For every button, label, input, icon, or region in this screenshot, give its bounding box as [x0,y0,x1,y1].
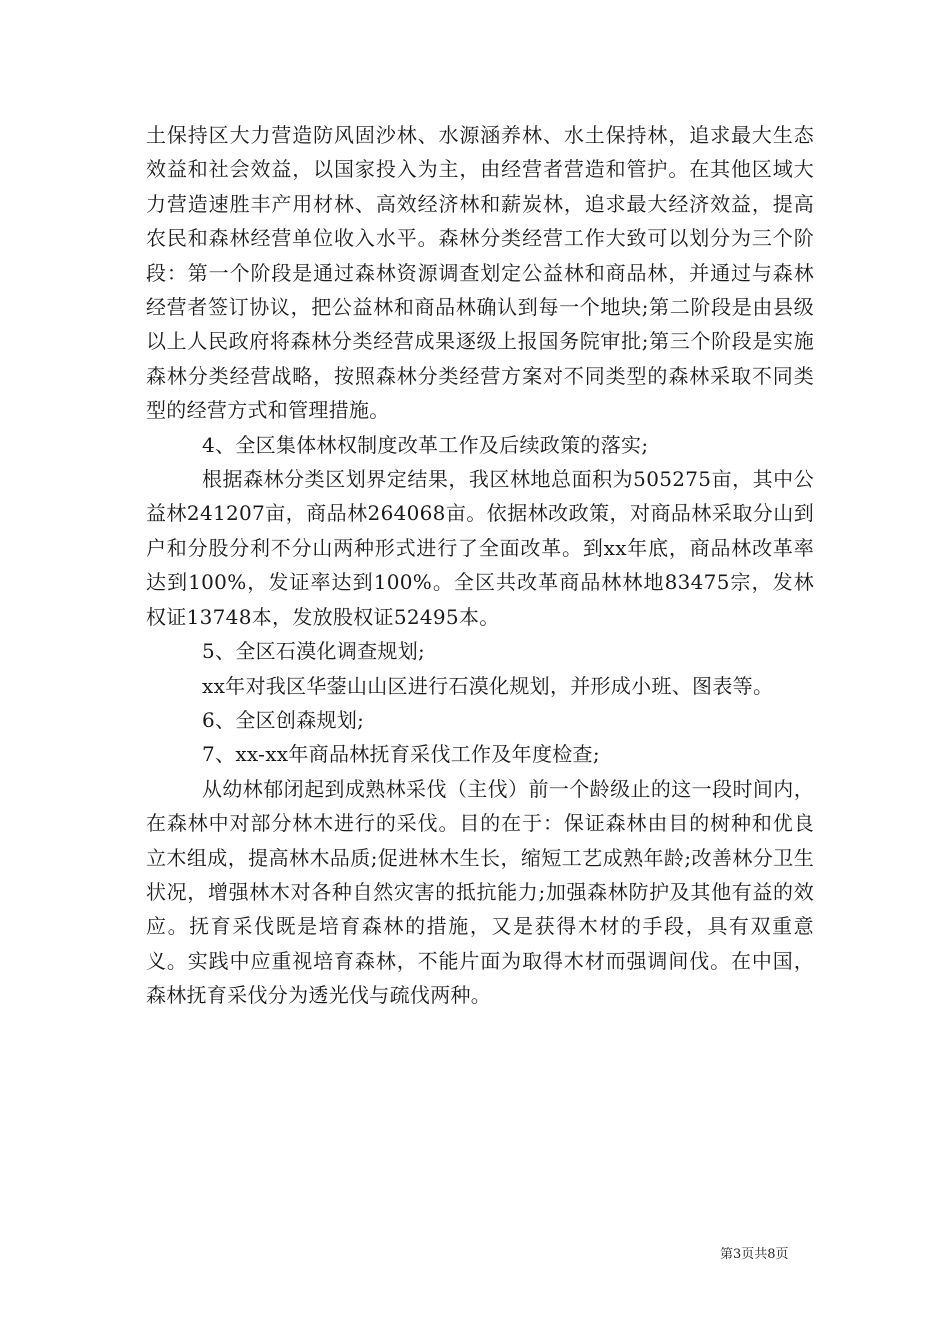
heading-item-4-collective-forest-reform: 4、全区集体林权制度改革工作及后续政策的落实; [202,432,649,457]
paragraph-forest-reform-results: 根据森林分类区划界定结果，我区林地总面积为505275亩，其中公益林241207亩，商品林264068亩。依据林改政策，对商品林采取分山到户和分股分利不分山两种形式进行了全面改革。到xx年底，商品林改革率达到100%，发证率达到100%。全区共改革商品林林地83475宗，发林权证13748本，发放股权证52495本。 [146,467,814,629]
paragraph-rocky-desertification-planning: xx年对我区华蓥山山区进行石漠化规划，并形成小班、图表等。 [202,673,774,698]
heading-item-7-tending-harvest: 7、xx-xx年商品林抚育采伐工作及年度检查; [202,742,600,767]
document-body [146,118,814,1013]
heading-item-5-rocky-desertification: 5、全区石漠化调查规划; [202,639,426,664]
heading-item-6-forest-city-planning: 6、全区创森规划; [202,707,365,732]
paragraph-continued-forest-classification: 土保持区大力营造防风固沙林、水源涵养林、水土保持林，追求最大生态效益和社会效益，以国家投入为主，由经营者营造和管护。在其他区域大力营造速胜丰产用材林、高效经济林和薪炭林，追求最大经济效益，提高农民和森林经营单位收入水平。森林分类经营工作大致可以划分为三个阶段：第一个阶段是通过森林资源调查划定公益林和商品林，并通过与森林经营者签订协议，把公益林和商品林确认到每一个地块;第二阶段是由县级以上人民政府将森林分类经营成果逐级上报国务院审批;第三个阶段是实施森林分类经营战略，按照森林分类经营方案对不同类型的森林采取不同类型的经营方式和管理措施。 [146,123,814,423]
paragraph-tending-harvest-description: 从幼林郁闭起到成熟林采伐（主伐）前一个龄级止的这一段时间内，在森林中对部分林木进行的采伐。目的在于：保证森林由目的树种和优良立木组成，提高林木品质;促进林木生长，缩短工艺成熟年龄;改善林分卫生状况，增强林木对各种自然灾害的抵抗能力;加强森林防护及其他有益的效应。抚育采伐既是培育森林的措施，又是获得木材的手段，具有双重意义。实践中应重视培育森林，不能片面为取得木材而强调间伐。在中国，森林抚育采伐分为透光伐与疏伐两种。 [146,776,814,1008]
page-number-footer: 第3页共8页 [720,1247,789,1262]
